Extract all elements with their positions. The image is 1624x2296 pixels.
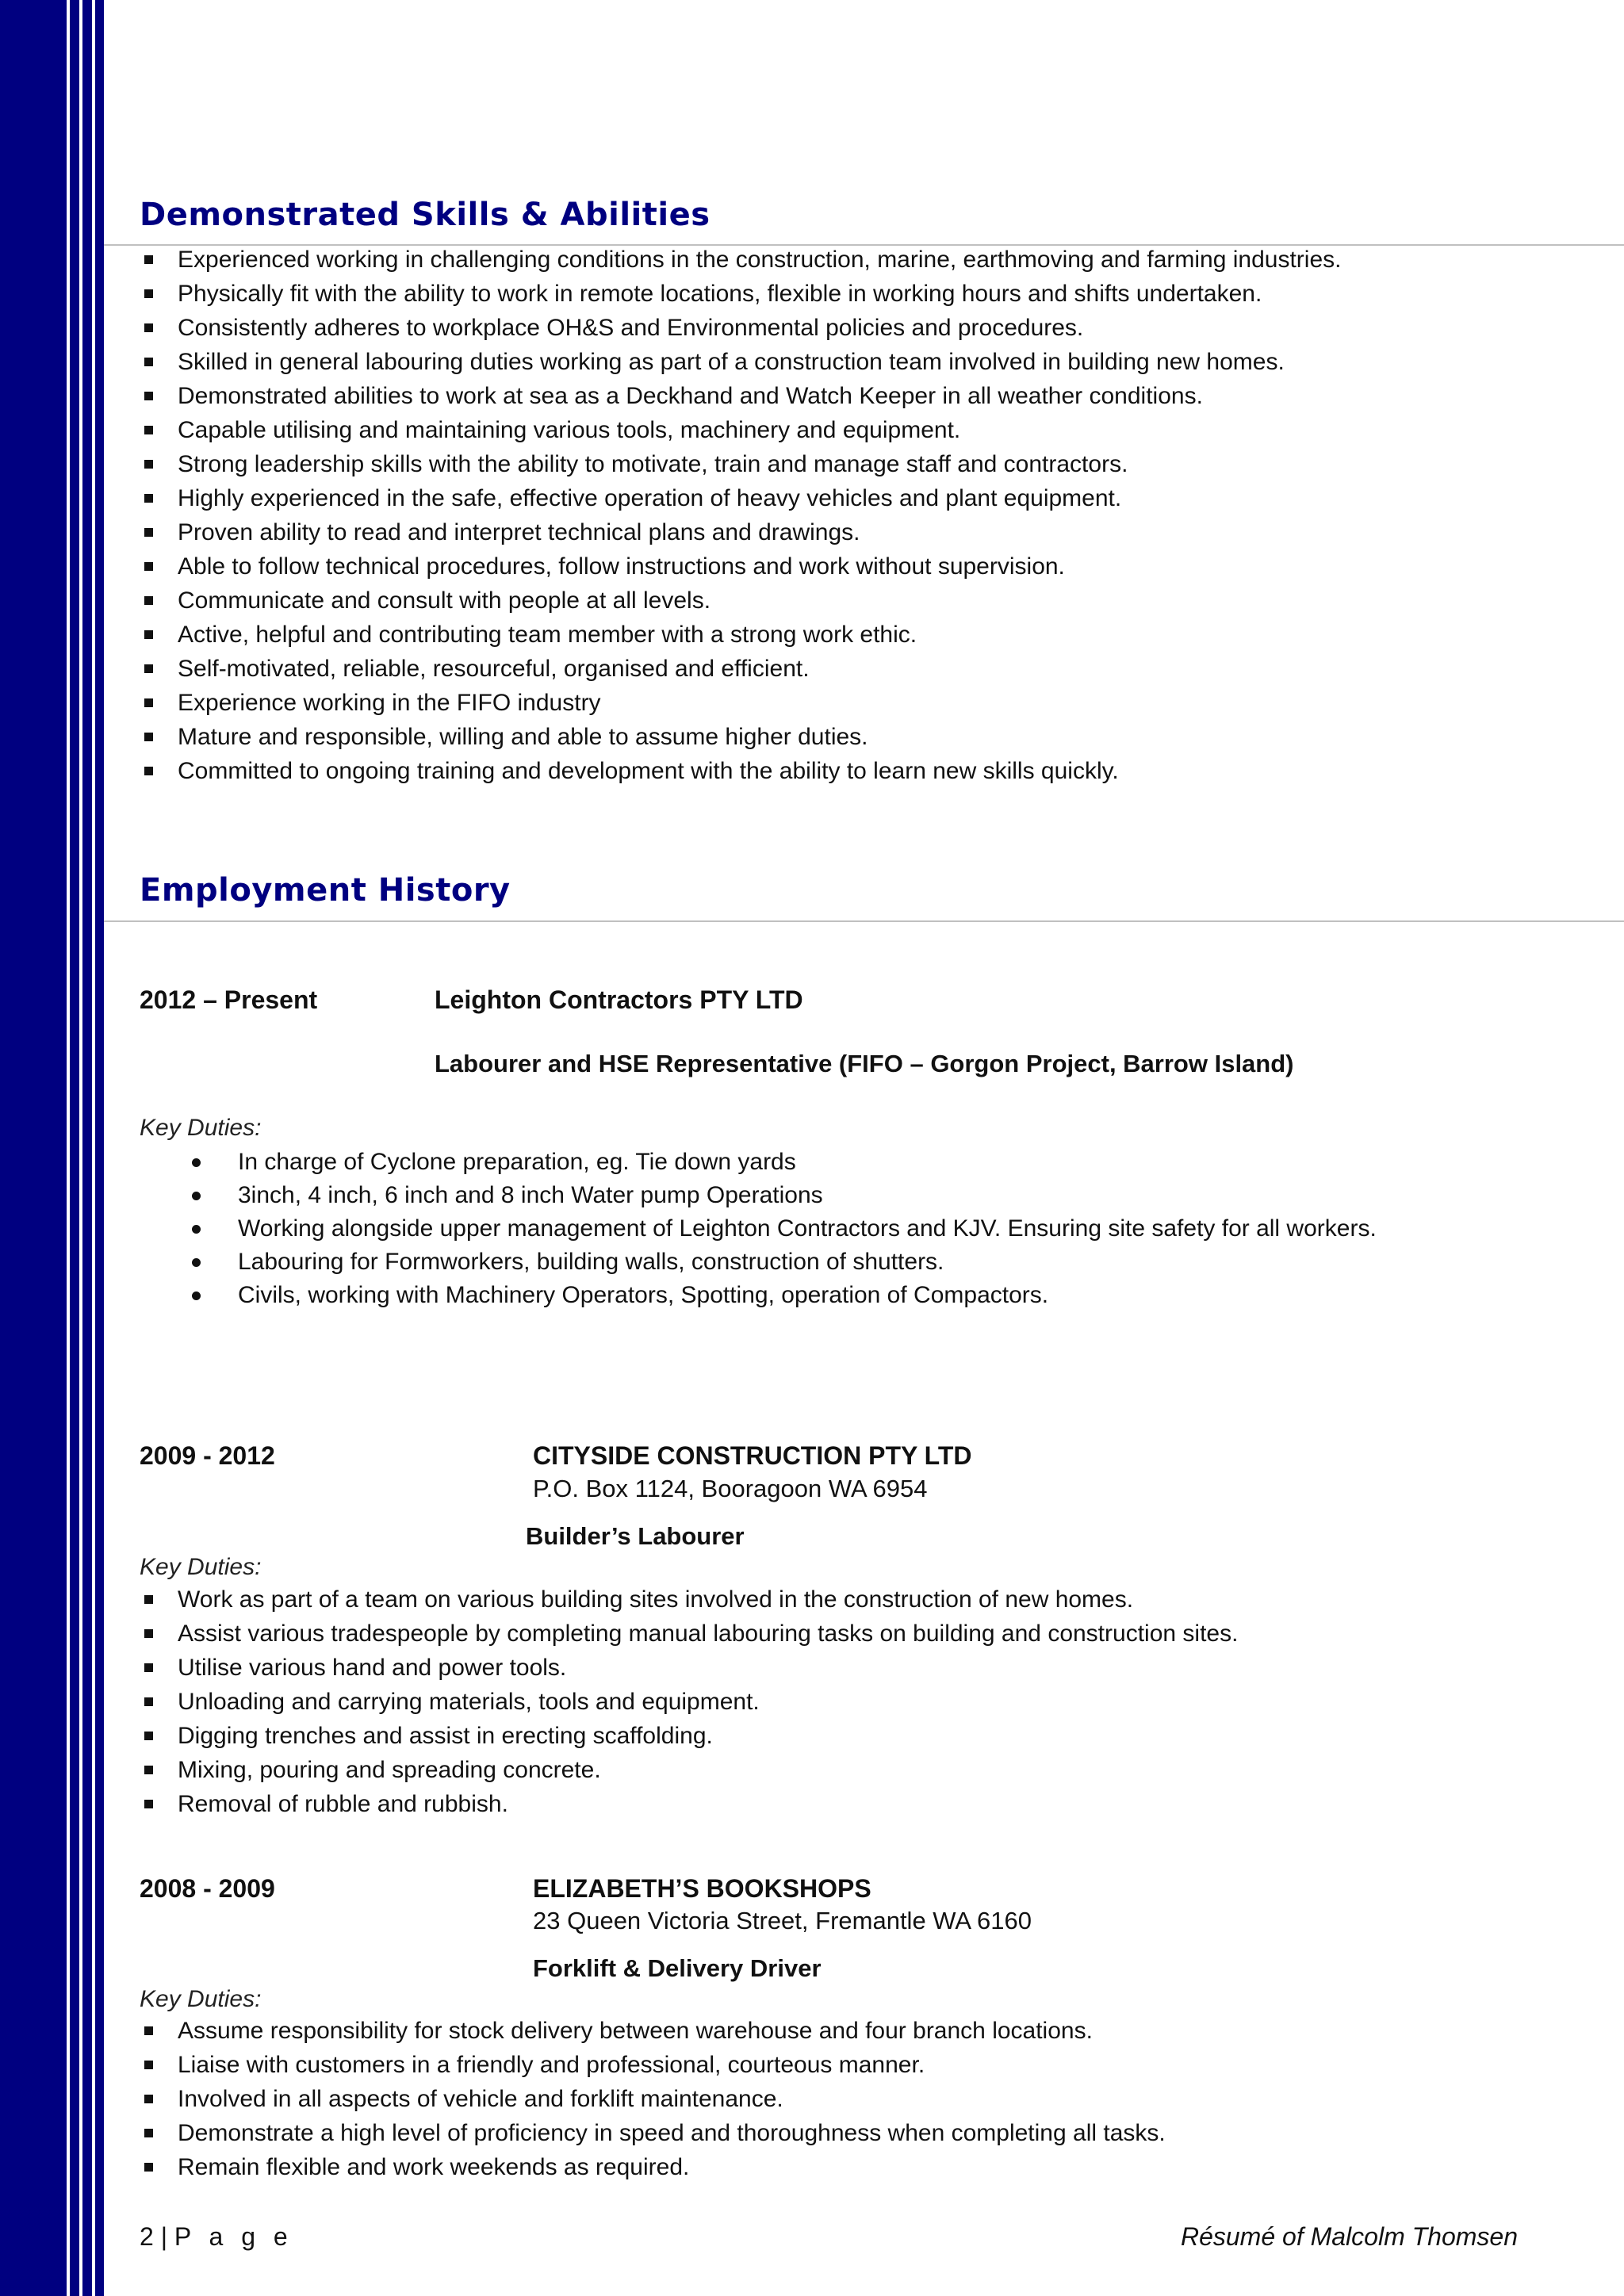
key-duties-label: Key Duties: bbox=[140, 1115, 262, 1141]
sidebar-stripe bbox=[67, 0, 70, 2296]
square-bullet-icon bbox=[144, 255, 153, 264]
round-bullet-icon bbox=[192, 1158, 201, 1167]
page-number: 2 bbox=[140, 2222, 154, 2251]
square-bullet-icon bbox=[144, 596, 153, 605]
round-bullet-icon bbox=[192, 1225, 201, 1234]
list-item-text: Capable utilising and maintaining various tools, machinery and equipment. bbox=[178, 417, 961, 443]
list-item bbox=[140, 1617, 1238, 1651]
list-item-text: Skilled in general labouring duties working as part of a construction team involved in building new homes. bbox=[178, 349, 1285, 375]
list-item-text: Involved in all aspects of vehicle and forklift maintenance. bbox=[178, 2086, 783, 2112]
list-item-text: Experience working in the FIFO industry bbox=[178, 690, 601, 716]
list-item bbox=[140, 2150, 1166, 2184]
square-bullet-icon bbox=[144, 289, 153, 298]
list-item bbox=[140, 2116, 1166, 2150]
list-item-text: Digging trenches and assist in erecting scaffolding. bbox=[178, 1723, 713, 1749]
list-item-text: Mixing, pouring and spreading concrete. bbox=[178, 1757, 601, 1783]
list-item-text: Labouring for Formworkers, building walls, construction of shutters. bbox=[238, 1249, 944, 1275]
list-item-text: Strong leadership skills with the ability to motivate, train and manage staff and contractors. bbox=[178, 451, 1128, 477]
job-period: 2012 – Present bbox=[140, 985, 318, 1014]
footer-separator: | bbox=[160, 2222, 167, 2251]
list-item-text: Demonstrated abilities to work at sea as a Deckhand and Watch Keeper in all weather conditions. bbox=[178, 383, 1203, 409]
list-item bbox=[140, 686, 1341, 720]
square-bullet-icon bbox=[144, 1766, 153, 1774]
list-item bbox=[140, 720, 1341, 754]
list-item-text: Able to follow technical procedures, follow instructions and work without supervision. bbox=[178, 553, 1065, 580]
duties-list bbox=[140, 2014, 1166, 2184]
list-item-text: Unloading and carrying materials, tools and equipment. bbox=[178, 1689, 760, 1715]
skills-list bbox=[140, 243, 1341, 788]
job-address: P.O. Box 1124, Booragoon WA 6954 bbox=[533, 1475, 928, 1502]
duties-list bbox=[189, 1146, 1473, 1313]
list-item-text: Removal of rubble and rubbish. bbox=[178, 1791, 508, 1817]
list-item bbox=[140, 652, 1341, 686]
square-bullet-icon bbox=[144, 2061, 153, 2069]
list-item bbox=[140, 2082, 1166, 2116]
employment-heading: Employment History bbox=[140, 872, 511, 909]
list-item bbox=[140, 345, 1341, 379]
list-item-text: Civils, working with Machinery Operators, Spotting, operation of Compactors. bbox=[238, 1282, 1049, 1308]
list-item bbox=[189, 1246, 1473, 1278]
footer-resume-owner: Résumé of Malcolm Thomsen bbox=[1180, 2222, 1518, 2251]
list-item bbox=[140, 481, 1341, 515]
list-item-text: Communicate and consult with people at all levels. bbox=[178, 587, 711, 614]
round-bullet-icon bbox=[192, 1192, 201, 1200]
square-bullet-icon bbox=[144, 494, 153, 503]
list-item bbox=[140, 2048, 1166, 2082]
list-item-text: Proven ability to read and interpret technical plans and drawings. bbox=[178, 519, 860, 545]
list-item-text: Active, helpful and contributing team member with a strong work ethic. bbox=[178, 622, 917, 648]
job-company: ELIZABETH’S BOOKSHOPS bbox=[533, 1874, 871, 1903]
list-item bbox=[140, 447, 1341, 481]
key-duties-label: Key Duties: bbox=[140, 1986, 262, 2012]
square-bullet-icon bbox=[144, 528, 153, 537]
list-item-text: Experienced working in challenging conditions in the construction, marine, earthmoving and farming industries. bbox=[178, 247, 1342, 273]
square-bullet-icon bbox=[144, 2129, 153, 2137]
list-item-text: Highly experienced in the safe, effective operation of heavy vehicles and plant equipment. bbox=[178, 485, 1122, 511]
list-item bbox=[140, 243, 1341, 277]
square-bullet-icon bbox=[144, 2026, 153, 2035]
list-item bbox=[140, 1719, 1238, 1753]
list-item bbox=[189, 1180, 1473, 1211]
square-bullet-icon bbox=[144, 698, 153, 707]
list-item-text: Working alongside upper management of Leighton Contractors and KJV. Ensuring site safety for all workers. bbox=[238, 1215, 1377, 1242]
square-bullet-icon bbox=[144, 1800, 153, 1808]
list-item-text: 3inch, 4 inch, 6 inch and 8 inch Water pump Operations bbox=[238, 1182, 823, 1208]
list-item-text: Liaise with customers in a friendly and professional, courteous manner. bbox=[178, 2052, 925, 2078]
job-company: Leighton Contractors PTY LTD bbox=[435, 985, 803, 1014]
key-duties-label: Key Duties: bbox=[140, 1554, 262, 1580]
square-bullet-icon bbox=[144, 1595, 153, 1604]
list-item-text: Consistently adheres to workplace OH&S and Environmental policies and procedures. bbox=[178, 315, 1084, 341]
list-item bbox=[140, 584, 1341, 618]
list-item-text: Assist various tradespeople by completing manual labouring tasks on building and construction sites. bbox=[178, 1621, 1239, 1647]
square-bullet-icon bbox=[144, 2095, 153, 2103]
list-item bbox=[140, 311, 1341, 345]
square-bullet-icon bbox=[144, 1732, 153, 1740]
round-bullet-icon bbox=[192, 1258, 201, 1267]
square-bullet-icon bbox=[144, 358, 153, 366]
page-footer-number bbox=[140, 2222, 293, 2252]
list-item bbox=[140, 277, 1341, 311]
square-bullet-icon bbox=[144, 460, 153, 469]
list-item-text: In charge of Cyclone preparation, eg. Tie down yards bbox=[238, 1149, 796, 1175]
list-item bbox=[140, 754, 1341, 788]
sidebar-band bbox=[0, 0, 104, 2296]
square-bullet-icon bbox=[144, 392, 153, 400]
square-bullet-icon bbox=[144, 1663, 153, 1672]
list-item-text: Remain flexible and work weekends as required. bbox=[178, 2154, 690, 2180]
skills-heading: Demonstrated Skills & Abilities bbox=[140, 197, 710, 233]
list-item bbox=[189, 1280, 1473, 1311]
list-item-text: Mature and responsible, willing and able to assume higher duties. bbox=[178, 724, 868, 750]
list-item bbox=[189, 1213, 1473, 1245]
list-item-text: Work as part of a team on various building sites involved in the construction of new homes. bbox=[178, 1586, 1134, 1613]
duties-list bbox=[140, 1582, 1238, 1821]
list-item bbox=[140, 515, 1341, 549]
square-bullet-icon bbox=[144, 2163, 153, 2172]
list-item bbox=[140, 413, 1341, 447]
page-label: P a g e bbox=[174, 2222, 293, 2251]
square-bullet-icon bbox=[144, 426, 153, 434]
list-item-text: Committed to ongoing training and development with the ability to learn new skills quickly. bbox=[178, 758, 1119, 784]
job-title: Forklift & Delivery Driver bbox=[533, 1954, 822, 1982]
list-item bbox=[140, 1787, 1238, 1821]
round-bullet-icon bbox=[192, 1292, 201, 1300]
square-bullet-icon bbox=[144, 1697, 153, 1706]
list-item-text: Demonstrate a high level of proficiency in speed and thoroughness when completing all tasks. bbox=[178, 2120, 1166, 2146]
list-item-text: Utilise various hand and power tools. bbox=[178, 1655, 567, 1681]
job-period: 2009 - 2012 bbox=[140, 1441, 275, 1470]
square-bullet-icon bbox=[144, 323, 153, 332]
job-period: 2008 - 2009 bbox=[140, 1874, 275, 1903]
sidebar-stripe bbox=[92, 0, 95, 2296]
list-item bbox=[140, 1582, 1238, 1617]
list-item bbox=[140, 618, 1341, 652]
sidebar-stripe bbox=[79, 0, 82, 2296]
list-item bbox=[140, 379, 1341, 413]
list-item-text: Physically fit with the ability to work in remote locations, flexible in working hours and shifts undertaken. bbox=[178, 281, 1262, 307]
square-bullet-icon bbox=[144, 733, 153, 741]
list-item bbox=[140, 549, 1341, 584]
list-item bbox=[140, 1651, 1238, 1685]
list-item bbox=[140, 2014, 1166, 2048]
list-item-text: Assume responsibility for stock delivery between warehouse and four branch locations. bbox=[178, 2018, 1093, 2044]
job-address: 23 Queen Victoria Street, Fremantle WA 6160 bbox=[533, 1907, 1032, 1934]
list-item bbox=[140, 1685, 1238, 1719]
list-item bbox=[140, 1753, 1238, 1787]
square-bullet-icon bbox=[144, 664, 153, 673]
job-title: Labourer and HSE Representative (FIFO – Gorgon Project, Barrow Island) bbox=[435, 1050, 1294, 1077]
job-title: Builder’s Labourer bbox=[526, 1522, 745, 1550]
square-bullet-icon bbox=[144, 767, 153, 775]
list-item-text: Self-motivated, reliable, resourceful, organised and efficient. bbox=[178, 656, 810, 682]
section-divider bbox=[104, 920, 1624, 922]
square-bullet-icon bbox=[144, 630, 153, 639]
list-item bbox=[189, 1146, 1473, 1178]
job-company: CITYSIDE CONSTRUCTION PTY LTD bbox=[533, 1441, 972, 1470]
square-bullet-icon bbox=[144, 1629, 153, 1638]
square-bullet-icon bbox=[144, 562, 153, 571]
